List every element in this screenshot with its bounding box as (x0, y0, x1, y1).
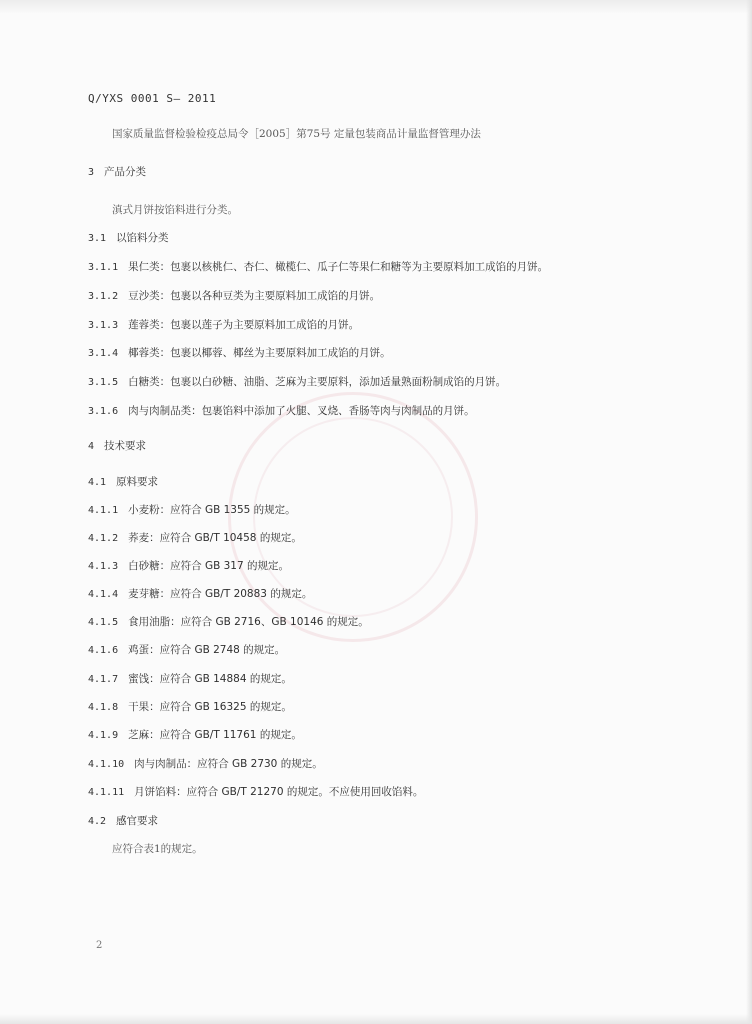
clause-text: 荞麦：应符合 GB/T 10458 的规定。 (128, 532, 302, 544)
scan-right-edge (746, 0, 752, 1024)
clause-item (88, 671, 292, 686)
clause-text: 果仁类：包裹以核桃仁、杏仁、橄榄仁、瓜子仁等果仁和糖等为主要原料加工成馅的月饼。 (128, 261, 549, 273)
clause-number: 3.1.3 (88, 320, 119, 331)
clause-text: 蜜饯：应符合 GB 14884 的规定。 (128, 673, 292, 685)
clause-number: 4.1.2 (88, 533, 119, 544)
clause-text: 干果：应符合 GB 16325 的规定。 (128, 701, 292, 713)
clause-text: 食用油脂：应符合 GB 2716、GB 10146 的规定。 (128, 616, 369, 628)
clause-number: 3.1.2 (88, 291, 119, 302)
clause-text: 白糖类：包裹以白砂糖、油脂、芝麻为主要原料，添加适量熟面粉制成馅的月饼。 (128, 376, 507, 388)
scan-bottom-edge (0, 1014, 752, 1024)
clause-number: 3.1.4 (88, 348, 119, 359)
clause-text: 白砂糖：应符合 GB 317 的规定。 (128, 560, 290, 572)
clause-item (88, 530, 302, 545)
section-number: 4.1 (88, 477, 107, 488)
clause-item (88, 403, 475, 418)
clause-number: 4.1.3 (88, 561, 119, 572)
clause-number: 4.1.1 (88, 505, 119, 516)
clause-text: 芝麻：应符合 GB/T 11761 的规定。 (128, 729, 302, 741)
section-title: 以馅料分类 (116, 232, 169, 244)
section-title: 感官要求 (116, 815, 159, 827)
section-heading (88, 813, 158, 828)
section-heading (88, 230, 169, 245)
clause-item (88, 642, 285, 657)
paragraph: 滇式月饼按馅料进行分类。 (112, 204, 238, 216)
clause-item (88, 784, 423, 799)
clause-number: 3.1.6 (88, 406, 119, 417)
section-number: 4 (88, 441, 95, 452)
clause-number: 4.1.5 (88, 617, 119, 628)
section-number: 3.1 (88, 233, 107, 244)
clause-number: 3.1.1 (88, 262, 119, 273)
clause-text: 豆沙类：包裹以各种豆类为主要原料加工成馅的月饼。 (128, 290, 381, 302)
clause-item (88, 727, 302, 742)
clause-item (88, 374, 506, 389)
clause-number: 4.1.8 (88, 702, 119, 713)
clause-item (88, 614, 369, 629)
standard-code-header: Q/YXS 0001 S— 2011 (88, 92, 217, 105)
clause-text: 小麦粉：应符合 GB 1355 的规定。 (128, 504, 296, 516)
section-heading (88, 474, 158, 489)
paragraph: 应符合表1的规定。 (112, 843, 203, 855)
section-title: 技术要求 (104, 440, 147, 452)
clause-item (88, 259, 548, 274)
section-title: 产品分类 (104, 166, 147, 178)
section-number: 4.2 (88, 816, 107, 827)
clause-item (88, 699, 292, 714)
scan-top-edge (0, 0, 752, 14)
reference-regulation: 国家质量监督检验检疫总局令［2005］第75号 定量包装商品计量监督管理办法 (112, 128, 481, 140)
clause-number: 4.1.10 (88, 759, 125, 770)
clause-number: 4.1.11 (88, 787, 125, 798)
page-number: 2 (96, 940, 103, 951)
clause-number: 4.1.7 (88, 674, 119, 685)
clause-number: 4.1.6 (88, 645, 119, 656)
clause-text: 肉与肉制品：应符合 GB 2730 的规定。 (134, 758, 323, 770)
clause-text: 麦芽糖：应符合 GB/T 20883 的规定。 (128, 588, 313, 600)
clause-text: 肉与肉制品类：包裹馅料中添加了火腿、叉烧、香肠等肉与肉制品的月饼。 (128, 405, 475, 417)
section-title: 原料要求 (116, 476, 159, 488)
clause-text: 莲蓉类：包裹以莲子为主要原料加工成馅的月饼。 (128, 319, 360, 331)
clause-item (88, 558, 289, 573)
clause-number: 4.1.9 (88, 730, 119, 741)
clause-text: 月饼馅料：应符合 GB/T 21270 的规定。不应使用回收馅料。 (134, 786, 424, 798)
clause-item (88, 345, 391, 360)
clause-number: 3.1.5 (88, 377, 119, 388)
clause-text: 鸡蛋：应符合 GB 2748 的规定。 (128, 644, 286, 656)
faded-seal-stamp (228, 392, 478, 642)
clause-item (88, 317, 359, 332)
section-number: 3 (88, 167, 95, 178)
clause-item (88, 288, 380, 303)
section-heading (88, 164, 146, 179)
clause-item (88, 502, 296, 517)
clause-number: 4.1.4 (88, 589, 119, 600)
section-heading (88, 438, 146, 453)
clause-item (88, 756, 323, 771)
clause-text: 椰蓉类：包裹以椰蓉、椰丝为主要原料加工成馅的月饼。 (128, 347, 391, 359)
clause-item (88, 586, 312, 601)
